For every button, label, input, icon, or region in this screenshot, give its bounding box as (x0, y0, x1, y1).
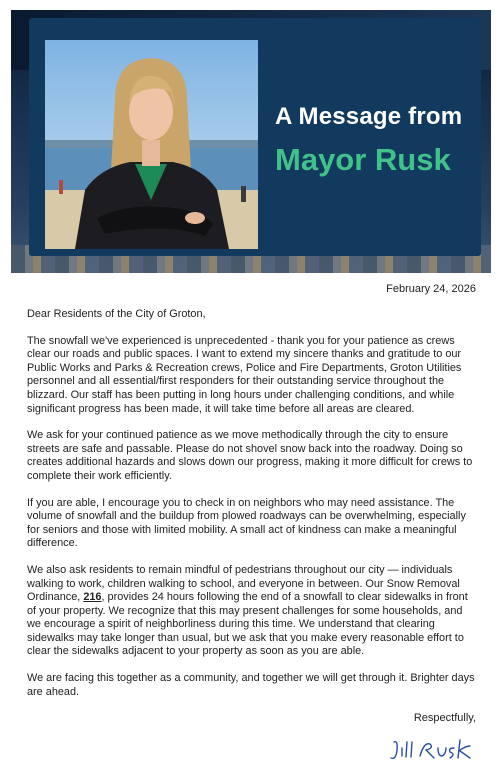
ordinance-number: 216 (83, 591, 102, 604)
mayor-photo (45, 40, 258, 249)
salutation: Dear Residents of the City of Groton, (27, 308, 206, 320)
banner-title-line1: A Message from (275, 103, 463, 130)
paragraph-4 (27, 564, 479, 659)
banner-title-line2: Mayor Rusk (275, 142, 451, 177)
paragraph-5: We are facing this together as a community, and together we will get through it. Brighter days are ahead. (27, 672, 475, 698)
paragraph-1: The snowfall we've experienced is unprecedented - thank you for your patience as crews clear our roads and public spaces. I want to extend my sincere thanks and gratitude to our Public Works and Parks & Recreation crews, Police and Fire Departments, Groton Utilities personnel and all essential/first responders for their outstanding service throughout the blizzard. Our staff has been putting in long hours under challenging conditions, and while significant progress has been made, it will take time before all areas are cleared. (27, 334, 462, 415)
paragraph-2: We ask for your continued patience as we move methodically through the city to ensure streets are safe and passable. Please do not shovel snow back into the roadway. Doing so creates additional hazards and slows down our progress, making it more difficult for crews to complete their work efficiently. (27, 429, 473, 482)
header-banner (11, 10, 491, 273)
paragraph-4-end: , provides 24 hours following the end of a snowfall to clear sidewalks in front of your property. We recognize that this may present challenges for some households, and we encourage a spirit of neighborliness during this time. We understand that clearing sidewalks may take longer than usual, but we ask that you make every reasonable effort to clear the sidewalks adjacent to your property as soon as you are able. (27, 591, 468, 658)
letter-date: February 24, 2026 (386, 283, 476, 295)
paragraph-3: If you are able, I encourage you to check in on neighbors who may need assistance. The volume of snowfall and the buildup from plowed roadways can be overwhelming, especially for seniors and those with limited mobility. A small act of kindness can make a meaningful difference. (27, 496, 466, 550)
letter-body (27, 308, 479, 712)
mayor-photo-illustration (45, 40, 258, 249)
signature (388, 736, 478, 771)
signature-image (388, 736, 478, 766)
banner-panel (29, 18, 481, 256)
paragraph-4-start: We also ask residents to remain mindful of pedestrians throughout our city — individuals walking to work, children walking to school, and everyone in between. Our Snow Removal Ordinance, (27, 563, 460, 604)
closing: Respectfully, (413, 712, 476, 724)
